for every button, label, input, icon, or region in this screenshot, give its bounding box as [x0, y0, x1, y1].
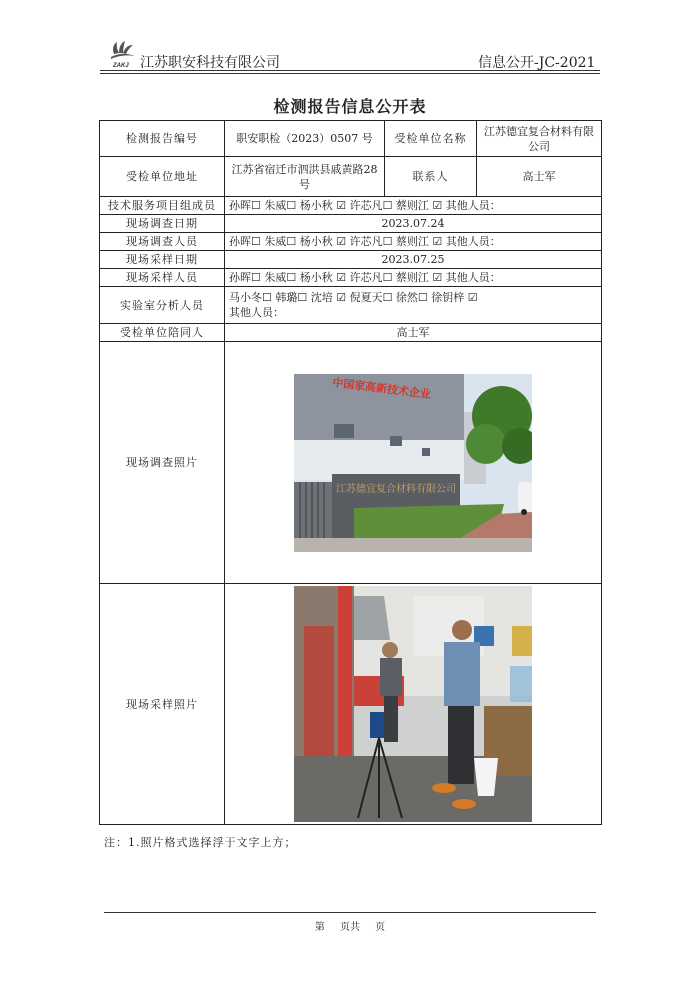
table-row [100, 233, 602, 251]
lab-analysts-line1: 马小冬☐ 韩璐☐ 沈培 ☑ 倪夏天☐ 徐然☐ 徐钥梓 ☑ [229, 291, 478, 304]
sampling-date-value: 2023.07.25 [225, 251, 602, 269]
client-address-label: 受检单位地址 [100, 157, 225, 197]
survey-site-photo [294, 374, 532, 552]
table-row [100, 157, 602, 197]
table-row [100, 324, 602, 342]
table-row [100, 215, 602, 233]
report-number-label: 检测报告编号 [100, 121, 225, 157]
survey-date-value: 2023.07.24 [225, 215, 602, 233]
sampling-staff-value: 孙晖☐ 朱威☐ 杨小秋 ☑ 许芯凡☐ 蔡则江 ☑ 其他人员： [225, 269, 602, 287]
client-address-value: 江苏省宿迁市泗洪县戚黄路28 号 [225, 157, 385, 197]
company-logo [105, 36, 139, 70]
contact-label: 联系人 [385, 157, 477, 197]
document-code: 信息公开-JC-2021 [478, 55, 596, 71]
table-row [100, 197, 602, 215]
table-row [100, 342, 602, 584]
table-row [100, 584, 602, 825]
page-number: 第 页共 页 [314, 922, 386, 933]
survey-staff-label: 现场调查人员 [100, 233, 225, 251]
footnote: 注：1.照片格式选择浮于文字上方； [104, 836, 297, 849]
sampling-photo-label: 现场采样照片 [100, 584, 225, 825]
client-name-label: 受检单位名称 [385, 121, 477, 157]
lab-analysts-value [225, 287, 602, 324]
escort-value: 高士军 [225, 324, 602, 342]
survey-staff-value: 孙晖☐ 朱威☐ 杨小秋 ☑ 许芯凡☐ 蔡则江 ☑ 其他人员： [225, 233, 602, 251]
survey-date-label: 现场调查日期 [100, 215, 225, 233]
survey-photo-cell [225, 342, 602, 584]
client-name-value: 江苏德宜复合材料有限公司 [477, 121, 602, 157]
contact-value: 高士军 [477, 157, 602, 197]
page-title: 检测报告信息公开表 [273, 97, 427, 116]
survey-photo-label: 现场调查照片 [100, 342, 225, 584]
svg-text:江苏德宜复合材料有限公司: 江苏德宜复合材料有限公司 [336, 483, 456, 495]
footer-divider [104, 912, 596, 913]
lab-analysts-label: 实验室分析人员 [100, 287, 225, 324]
sampling-photo-cell [225, 584, 602, 825]
table-row [100, 251, 602, 269]
svg-text:中国家高新技术企业: 中国家高新技术企业 [331, 375, 432, 401]
table-row [100, 121, 602, 157]
table-row [100, 287, 602, 324]
header-divider [100, 70, 600, 71]
report-number-value: 职安职检（2023）0507 号 [225, 121, 385, 157]
table-row [100, 269, 602, 287]
sampling-site-photo [294, 586, 532, 822]
escort-label: 受检单位陪同人 [100, 324, 225, 342]
sampling-staff-label: 现场采样人员 [100, 269, 225, 287]
team-value: 孙晖☐ 朱威☐ 杨小秋 ☑ 许芯凡☐ 蔡则江 ☑ 其他人员： [225, 197, 602, 215]
svg-text:ZAKJ: ZAKJ [113, 63, 129, 69]
report-info-table [99, 120, 602, 825]
team-label: 技术服务项目组成员 [100, 197, 225, 215]
company-name: 江苏职安科技有限公司 [140, 55, 280, 71]
lab-analysts-line2: 其他人员： [229, 306, 284, 319]
sampling-date-label: 现场采样日期 [100, 251, 225, 269]
header-divider-secondary [100, 73, 600, 74]
